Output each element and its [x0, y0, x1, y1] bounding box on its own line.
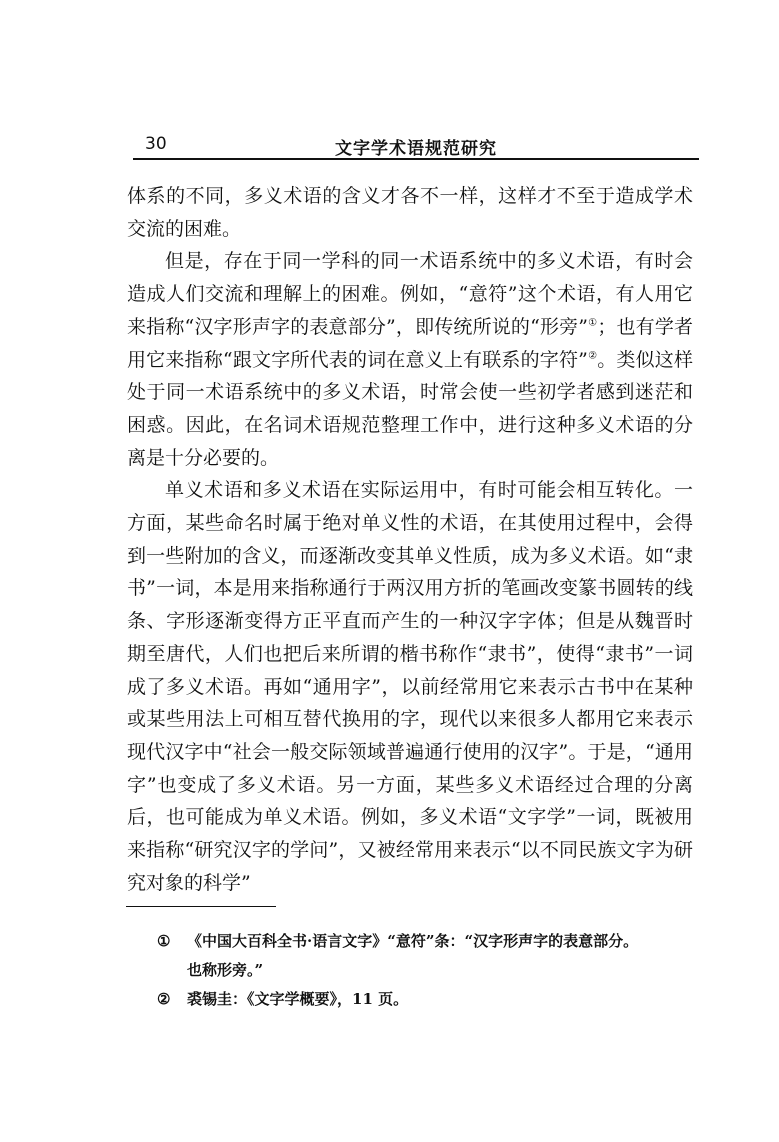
- text-line: 会得到一些附加的含义，而逐渐改变其单义性质，成为多义术: [127, 512, 693, 567]
- text-line: 域普遍通行使用的汉字”。于是，“通用字”也变成了多义术语。: [127, 740, 694, 796]
- text-line: “隶书”，使得“隶书”一词成了多义术语。再如“通用字”，以前经: [127, 642, 693, 698]
- footnote-marker: ①: [157, 932, 171, 950]
- text-line: 符”: [559, 348, 588, 371]
- footnote-ref-2[interactable]: ②: [587, 350, 598, 362]
- text-line: 用它来指称“汉字形声字的表意部分”，即传统所说的“形旁”: [127, 283, 693, 338]
- footnote-2: [157, 985, 687, 1014]
- text-line: 变篆书圆转的线条、字形逐渐变得方正平直而产生的一种汉字: [127, 577, 693, 633]
- text-line: 字，现代以来很多人都用它来表示现代汉字中“社会一般交际领: [127, 708, 693, 763]
- footnote-text: 《中国大百科全书·语言文字》“意符”条：“汉字形声字的表意部分。: [187, 932, 639, 950]
- footnote-divider: [126, 906, 276, 907]
- page-header: [133, 132, 699, 160]
- footnote-1: [157, 927, 687, 985]
- paragraph-3: [127, 474, 693, 899]
- text-line: ；: [597, 315, 617, 338]
- text-line: 一方面，某些命名时属于绝对单义性的术语，在其使用过程中，: [127, 479, 693, 535]
- text-line: 另一方面，某些多义术语经过合理的分离后，也可能成为单义术: [127, 773, 693, 829]
- text-line: 学问”，又被经常用来表示“以不同民族文字为研究对象的科学”: [127, 839, 693, 894]
- footnotes: [157, 927, 687, 1014]
- footnote-marker: ②: [157, 990, 171, 1008]
- text-line: 进行这种多义术语的分离是十分必要的。: [127, 413, 693, 469]
- body-text: [127, 180, 693, 899]
- text-line: 但是，存在于同一学科的同一术语系统中的多义术语，有时: [165, 250, 674, 273]
- footnote-text: 裘锡圭：《文字学概要》，11 页。: [187, 990, 409, 1008]
- paragraph-1: [127, 180, 693, 245]
- text-line: 术交流的困难。: [127, 185, 693, 240]
- text-line: 语。如“隶书”一词，本是用来指称通行于两汉用方折的笔画改: [127, 544, 693, 600]
- footnote-text: 也称形旁。”: [187, 961, 264, 979]
- text-line: 语。例如，多义术语“文字学”一词，既被用来指称“研究汉字的: [127, 806, 693, 862]
- text-line: 会造成人们交流和理解上的困难。例如，“意符”这个术语，有人: [127, 250, 693, 306]
- page-number: 30: [145, 134, 167, 154]
- text-line: 字体；但是从魏晋时期至唐代，人们也把后来所谓的楷书称作: [127, 610, 693, 665]
- text-line: 单义术语和多义术语在实际运用中，有时可能会相互转化。: [165, 479, 674, 502]
- text-line: 。类似这样处于同一术语系统中的多义术语，时常会使一: [127, 348, 693, 404]
- text-line: 些初学者感到迷茫和困惑。因此，在名词术语规范整理工作中，: [127, 381, 693, 436]
- text-line: 体系的不同，多义术语的含义才各不一样，这样才不至于造成学: [127, 185, 674, 207]
- running-title: 文字学术语规范研究: [335, 139, 497, 159]
- footnote-ref-1[interactable]: ①: [588, 317, 598, 329]
- text-line: 也有学者用它来指称“跟文字所代表的词在意义上有联系的字: [127, 315, 693, 371]
- paragraph-2: [127, 245, 693, 474]
- text-line: 常用它来表示古书中在某种或某些用法上可相互替代换用的: [127, 675, 693, 731]
